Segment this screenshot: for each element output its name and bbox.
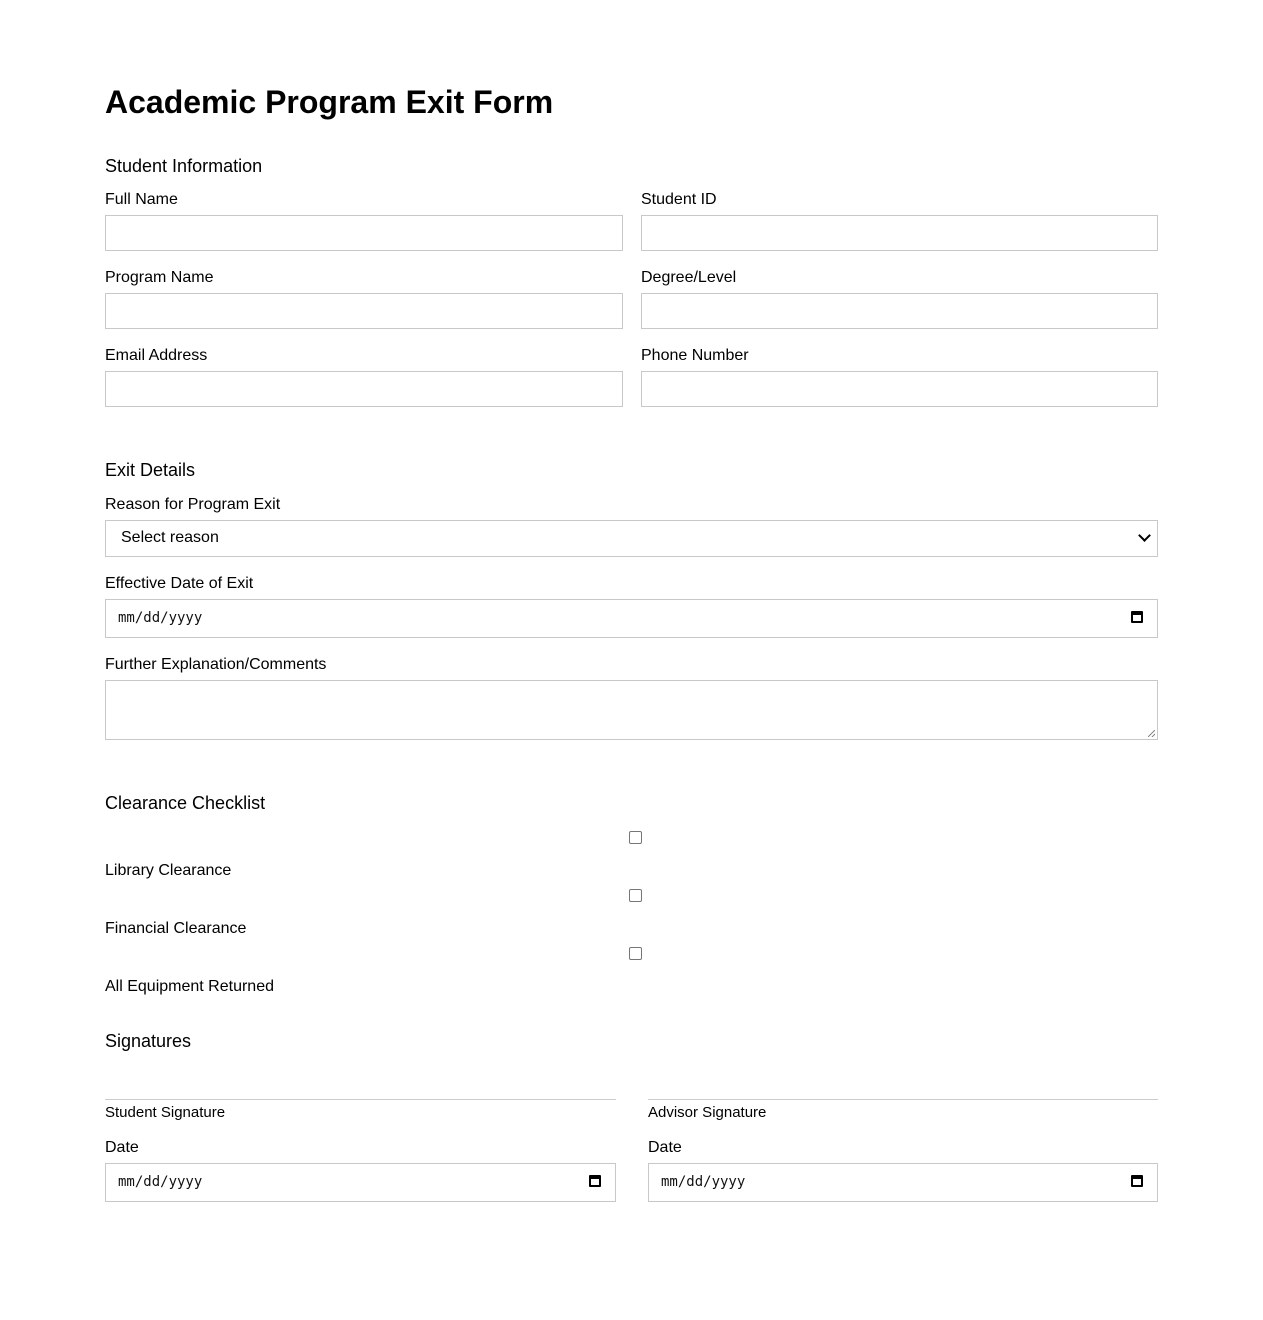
phone-input[interactable]	[641, 371, 1158, 407]
financial-clearance-checkbox[interactable]	[629, 889, 642, 902]
advisor-date-placeholder: mm/dd/yyyy	[661, 1174, 746, 1190]
section-clearance-checklist: Clearance Checklist	[105, 793, 266, 813]
exit-date-label: Effective Date of Exit	[105, 575, 254, 592]
student-date-input[interactable]	[105, 1163, 616, 1202]
student-signature-label: Student Signature	[105, 1104, 226, 1121]
full-name-input[interactable]	[105, 215, 623, 251]
program-name-label: Program Name	[105, 269, 214, 286]
section-student-information: Student Information	[105, 156, 263, 176]
student-id-input[interactable]	[641, 215, 1158, 251]
calendar-icon[interactable]	[589, 1175, 601, 1187]
section-exit-details: Exit Details	[105, 460, 196, 480]
phone-label: Phone Number	[641, 347, 749, 364]
program-name-input[interactable]	[105, 293, 623, 329]
comments-label: Further Explanation/Comments	[105, 656, 327, 673]
email-label: Email Address	[105, 347, 208, 364]
degree-level-label: Degree/Level	[641, 269, 737, 286]
student-date-label: Date	[105, 1139, 139, 1156]
student-signature-line[interactable]	[105, 1099, 616, 1100]
advisor-date-input[interactable]	[648, 1163, 1158, 1202]
advisor-signature-line[interactable]	[648, 1099, 1158, 1100]
equipment-returned-label: All Equipment Returned	[105, 978, 274, 995]
reason-select[interactable]	[105, 520, 1158, 557]
student-date-placeholder: mm/dd/yyyy	[118, 1174, 203, 1190]
full-name-label: Full Name	[105, 191, 178, 208]
degree-level-input[interactable]	[641, 293, 1158, 329]
page-title: Academic Program Exit Form	[105, 84, 554, 120]
library-clearance-label: Library Clearance	[105, 862, 232, 879]
reason-selected-value: Select reason	[121, 529, 219, 546]
calendar-icon[interactable]	[1131, 611, 1143, 623]
exit-date-placeholder: mm/dd/yyyy	[118, 610, 203, 626]
email-input[interactable]	[105, 371, 623, 407]
equipment-returned-checkbox[interactable]	[629, 947, 642, 960]
calendar-icon[interactable]	[1131, 1175, 1143, 1187]
comments-textarea[interactable]	[105, 680, 1158, 740]
advisor-signature-label: Advisor Signature	[648, 1104, 767, 1121]
exit-date-input[interactable]	[105, 599, 1158, 638]
resize-handle-icon[interactable]	[1148, 730, 1155, 737]
chevron-down-icon	[1138, 529, 1151, 542]
reason-label: Reason for Program Exit	[105, 496, 281, 513]
financial-clearance-label: Financial Clearance	[105, 920, 247, 937]
section-signatures: Signatures	[105, 1031, 192, 1051]
library-clearance-checkbox[interactable]	[629, 831, 642, 844]
student-id-label: Student ID	[641, 191, 717, 208]
advisor-date-label: Date	[648, 1139, 682, 1156]
